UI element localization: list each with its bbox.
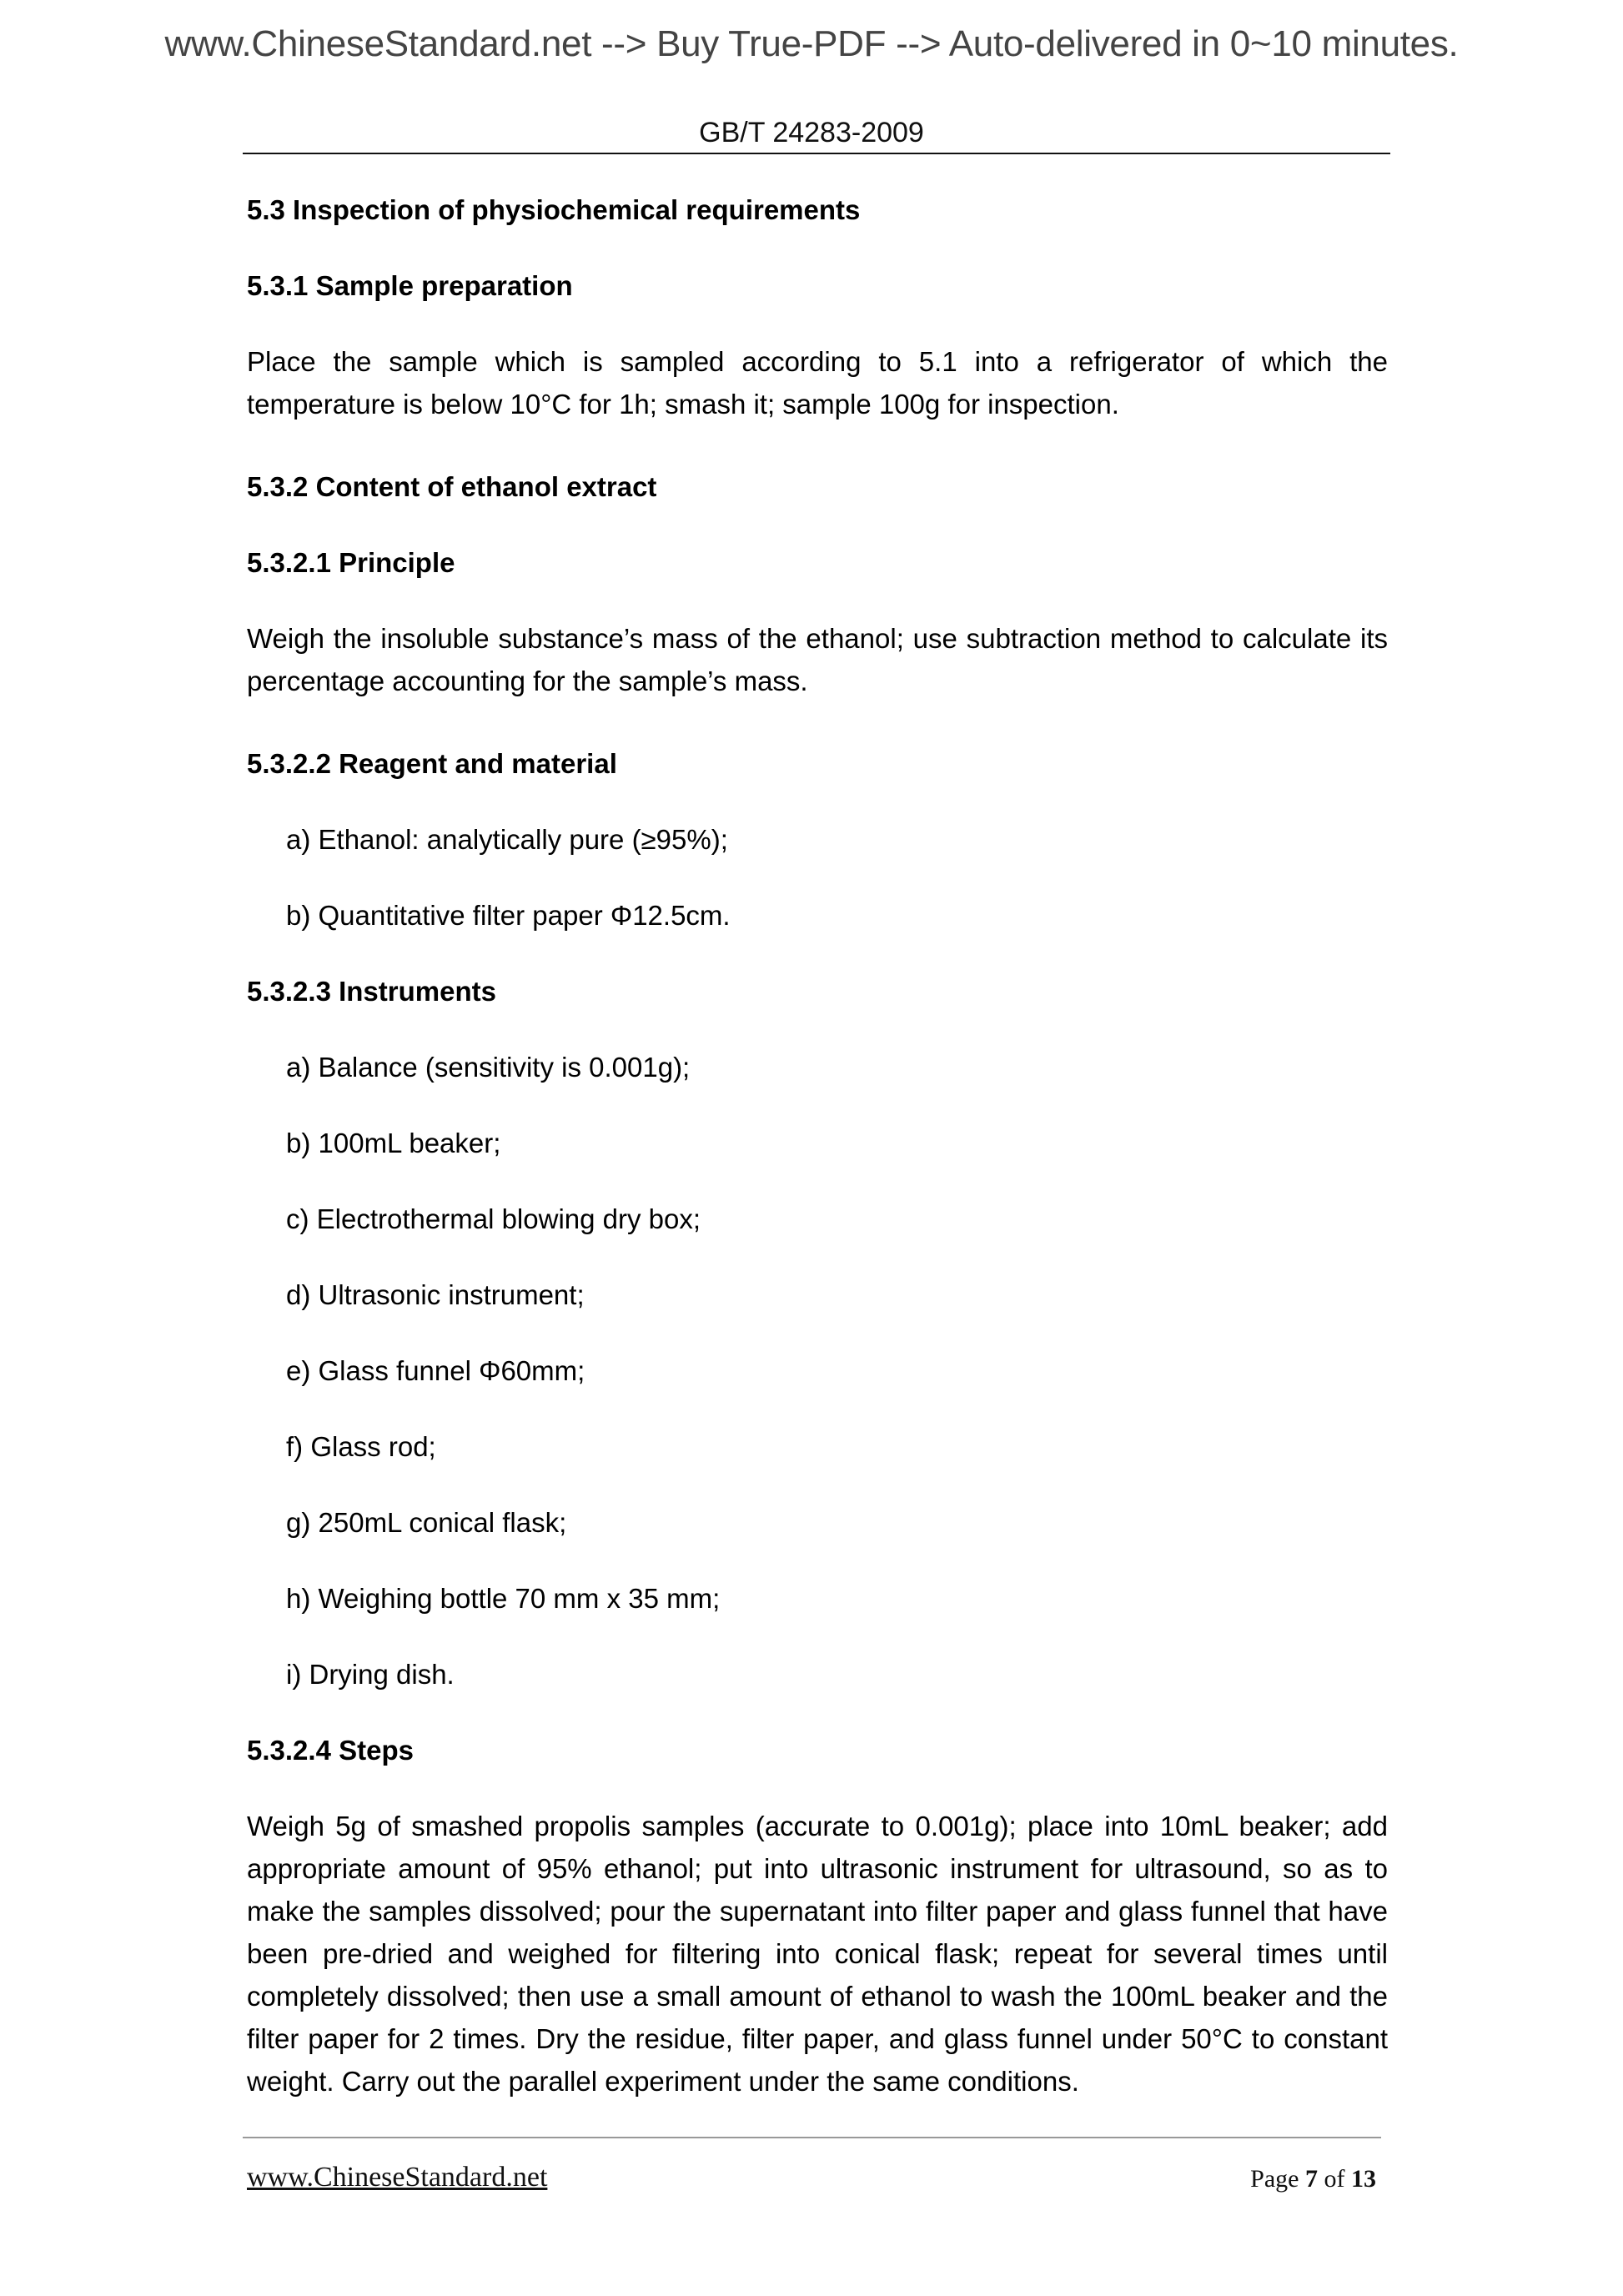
heading-5-3-2-2: 5.3.2.2 Reagent and material [247, 748, 617, 779]
list-item: h) Weighing bottle 70 mm x 35 mm; [286, 1583, 721, 1614]
list-item: i) Drying dish. [286, 1659, 455, 1690]
page-prefix: Page [1250, 2165, 1305, 2193]
paragraph-sample-preparation: Place the sample which is sampled according to 5.1 into a refrigerator of which the temperature is below 10°C for 1h; smash it; sample 100g for inspection. [247, 346, 1388, 420]
heading-5-3-1: 5.3.1 Sample preparation [247, 270, 573, 301]
list-item: b) 100mL beaker; [286, 1128, 501, 1158]
page-current: 7 [1305, 2165, 1318, 2193]
list-item: e) Glass funnel Φ60mm; [286, 1355, 585, 1386]
page-total: 13 [1351, 2165, 1376, 2193]
heading-5-3-2-4: 5.3.2.4 Steps [247, 1735, 414, 1766]
page-number [1250, 2165, 1376, 2193]
list-item: b) Quantitative filter paper Φ12.5cm. [286, 900, 731, 931]
list-item: c) Electrothermal blowing dry box; [286, 1203, 701, 1234]
heading-5-3: 5.3 Inspection of physiochemical requirements [247, 194, 861, 225]
footer-divider [243, 2137, 1381, 2138]
heading-5-3-2-1: 5.3.2.1 Principle [247, 547, 455, 578]
page-of: of [1318, 2165, 1351, 2193]
list-item: d) Ultrasonic instrument; [286, 1279, 585, 1310]
paragraph-steps: Weigh 5g of smashed propolis samples (accurate to 0.001g); place into 10mL beaker; add appropriate amount of 95% ethanol; put into ultrasonic instrument for ultrasound, so as to make the samples dissolved; pour the supernatant into filter paper and glass funnel that have been pre-dried and weighed for filtering into conical flask; repeat for several times until completely dissolved; then use a small amount of ethanol to wash the 100mL beaker and the filter paper for 2 times. Dry the residue, filter paper, and glass funnel under 50°C to constant weight. Carry out the parallel experiment under the same conditions. [247, 1811, 1388, 2097]
list-item: a) Balance (sensitivity is 0.001g); [286, 1052, 691, 1083]
paragraph-principle: Weigh the insoluble substance’s mass of the ethanol; use subtraction method to calculate its percentage accounting for the sample’s mass. [247, 623, 1388, 696]
promo-banner: www.ChineseStandard.net --> Buy True-PDF --> Auto-delivered in 0~10 minutes. [164, 23, 1459, 64]
list-item: g) 250mL conical flask; [286, 1507, 567, 1538]
footer-site-link[interactable]: www.ChineseStandard.net [247, 2162, 548, 2193]
list-item: a) Ethanol: analytically pure (≥95%); [286, 824, 728, 855]
header-divider [243, 153, 1390, 154]
heading-5-3-2: 5.3.2 Content of ethanol extract [247, 471, 657, 502]
list-item: f) Glass rod; [286, 1431, 436, 1462]
document-id: GB/T 24283-2009 [699, 117, 924, 148]
heading-5-3-2-3: 5.3.2.3 Instruments [247, 976, 496, 1007]
